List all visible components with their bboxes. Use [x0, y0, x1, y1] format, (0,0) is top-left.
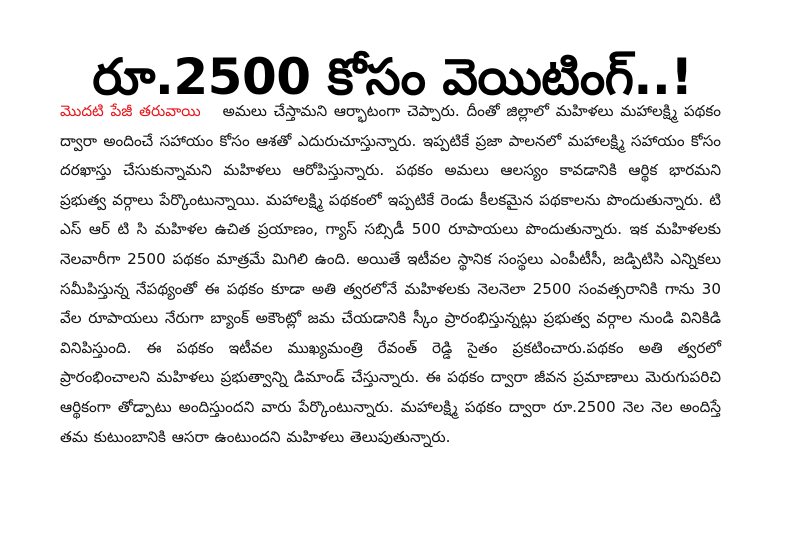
continued-from-front-page-label: మొదటి పేజీ తరువాయి	[60, 102, 201, 120]
headline: రూ.2500 కోసం వెయిటింగ్..!	[92, 47, 693, 106]
article-text: అమలు చేస్తామని ఆర్భాటంగా చెప్పారు. దీంతో జిల్లాలో మహిళలు మహాలక్ష్మి పథకం ద్వారా అందించే సహాయం కోసం ఆశతో ఎదురుచూస్తున్నారు. ఇప్పటికే ప్రజా పాలనలో మహాలక్ష్మి సహాయం కోసం దరఖాస్తు చేసుకున్నామని మహిళలు ఆరోపిస్తున్నారు. పథకం అమలు ఆలస్యం కావడానికి ఆర్థిక భారమని ప్రభుత్వ వర్గాలు పేర్కొంటున్నాయి. మహాలక్ష్మి పథకంలో ఇప్పటికే రెండు కీలకమైన పథకాలను పొందుతున్నారు. టి ఎస్ ఆర్ టి సి మహిళల ఉచిత ప్రయాణం, గ్యాస్ సబ్సిడీ 500 రూపాయలు పొందుతున్నారు. ఇక మహిళలకు నెలవారీగా 2500 పథకం మాత్రమే మిగిలి ఉంది. అయితే ఇటీవల స్థానిక సంస్థలు ఎంపీటీసీ, జడ్పిటిసి ఎన్నికలు సమీపిస్తున్న నేపథ్యంతో ఈ పథకం కూడా అతి త్వరలోనే మహిళలకు నెలనెలా 2500 సంవత్సరానికి గాను 30 వేల రూపాయలు నేరుగా బ్యాంక్ అకౌంట్లో జమ చేయడానికి స్కీం ప్రారంభిస్తున్నట్లు ప్రభుత్వ వర్గాల నుండి వినికిడి వినిపిస్తుంది. ఈ పథకం ఇటీవల ముఖ్యమంత్రి రేవంత్ రెడ్డి సైతం ప్రకటించారు.పథకం అతి త్వరలో ప్రారంభించాలని మహిళలు ప్రభుత్వాన్ని డిమాండ్ చేస్తున్నారు. ఈ పథకం ద్వారా జీవన ప్రమాణాలు మెరుగుపరిచి ఆర్థికంగా తోడ్పాటు అందిస్తుందని వారు పేర్కొంటున్నారు. మహాలక్ష్మి పథకం ద్వారా రూ.2500 నెల నెల అందిస్తే తమ కుటుంబానికి ఆసరా ఉంటుందని మహిళలు తెలుపుతున్నారు.	[60, 102, 721, 446]
article-body	[60, 97, 721, 452]
